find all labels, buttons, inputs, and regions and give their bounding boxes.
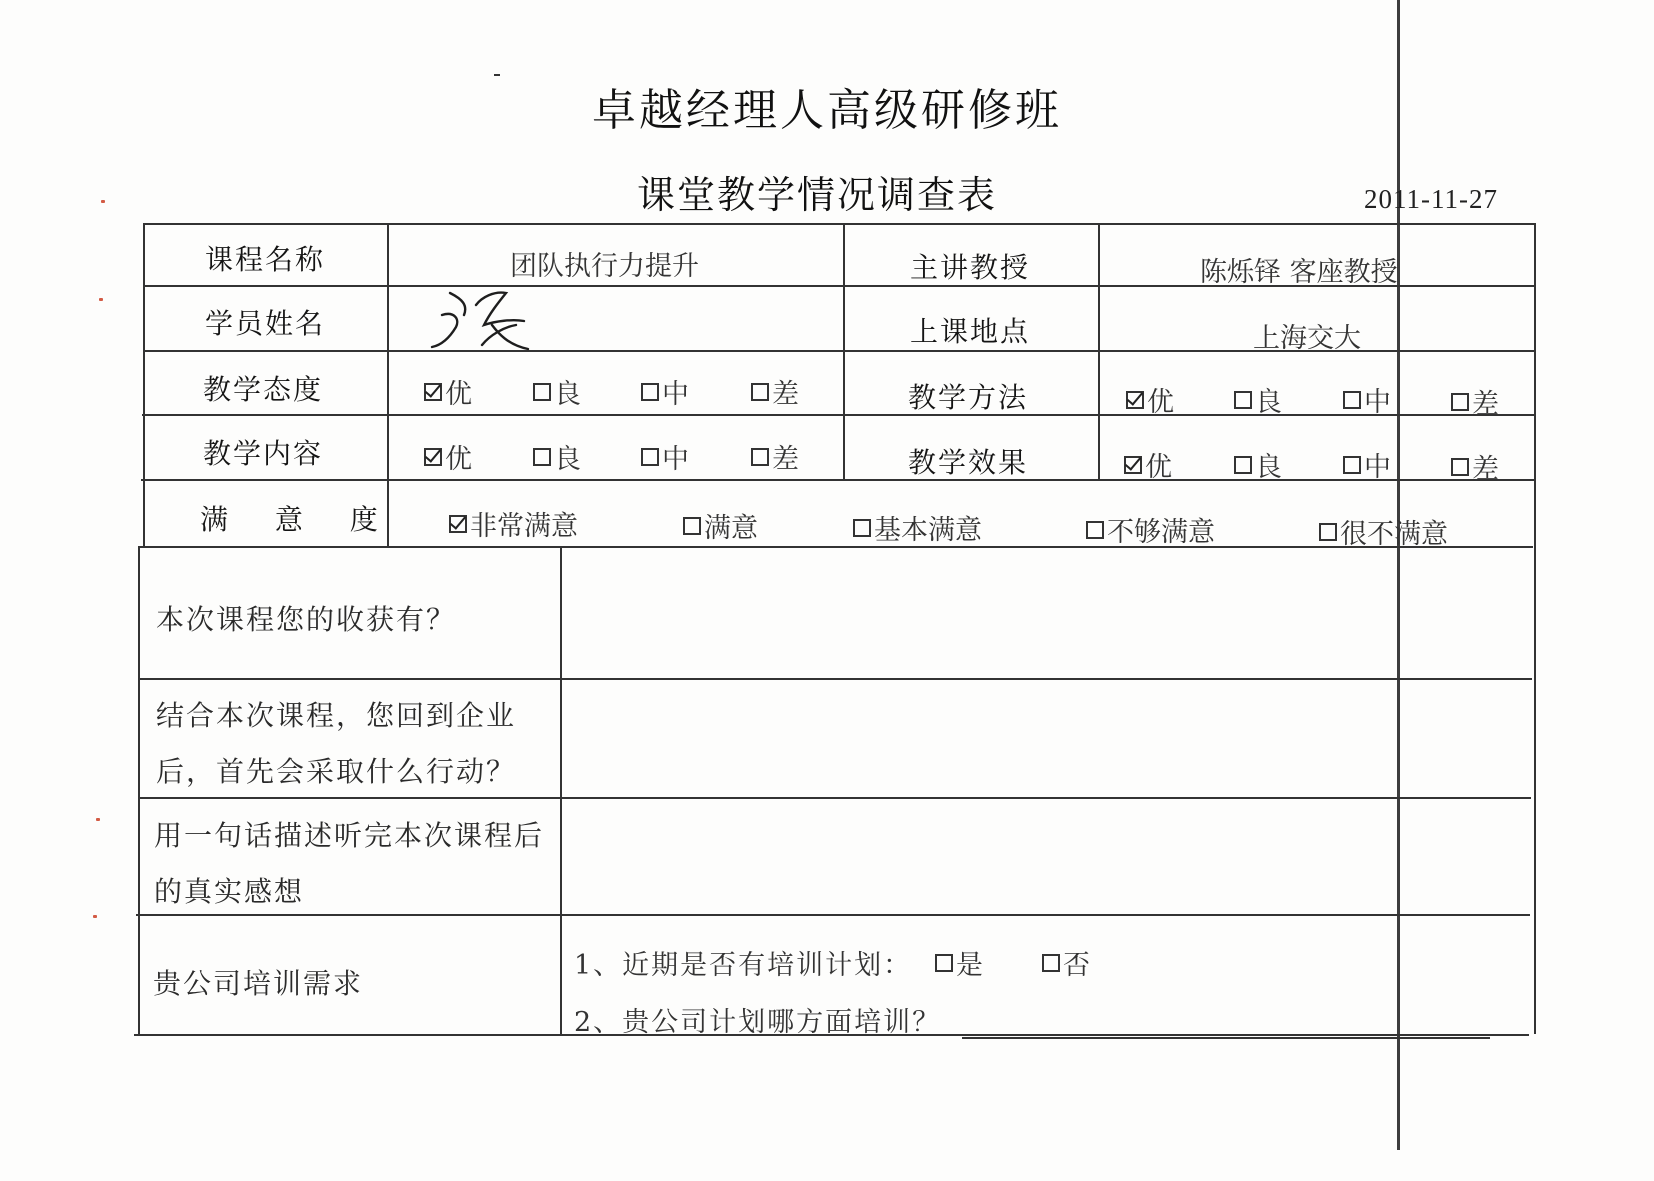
training-area-input[interactable] xyxy=(962,1037,1490,1039)
content-option-good[interactable]: 良 xyxy=(533,437,581,476)
content-option-fair[interactable]: 中 xyxy=(641,437,689,476)
checkbox-icon[interactable] xyxy=(1126,391,1144,409)
checkbox-icon[interactable] xyxy=(683,517,701,535)
question-training-needs: 贵公司培训需求 xyxy=(153,967,364,1000)
question-feeling: 用一句话描述听完本次课程后的真实感想 xyxy=(154,819,545,908)
effect-option-good[interactable]: 良 xyxy=(1234,445,1282,484)
satisfaction-label: 满 意 度 xyxy=(200,503,397,536)
checkbox-icon[interactable] xyxy=(424,448,442,466)
satisfaction-option-very-dissatisfied[interactable]: 很不满意 xyxy=(1319,512,1448,551)
method-option-good[interactable]: 良 xyxy=(1234,380,1282,419)
checkbox-icon[interactable] xyxy=(533,383,551,401)
method-option-excellent[interactable]: 优 xyxy=(1126,380,1174,419)
satisfaction-option-satisfied[interactable]: 满意 xyxy=(683,506,758,545)
checkbox-icon[interactable] xyxy=(1234,391,1252,409)
student-name-label: 学员姓名 xyxy=(205,307,326,340)
venue-value[interactable]: 上海交大 xyxy=(1253,323,1361,354)
handwritten-signature xyxy=(420,275,570,365)
venue-label: 上课地点 xyxy=(910,315,1031,348)
form-subtitle: 课堂教学情况调查表 xyxy=(636,173,997,217)
teaching-content-label: 教学内容 xyxy=(203,437,324,470)
checkbox-icon[interactable] xyxy=(533,448,551,466)
satisfaction-option-very[interactable]: 非常满意 xyxy=(449,504,578,543)
checkbox-icon[interactable] xyxy=(1124,456,1142,474)
lecturer-value[interactable]: 陈烁铎 客座教授 xyxy=(1200,257,1398,288)
answer-gain-area[interactable] xyxy=(563,548,1533,676)
checkbox-icon[interactable] xyxy=(1343,456,1361,474)
teaching-attitude-label: 教学态度 xyxy=(203,373,324,406)
checkbox-icon[interactable] xyxy=(1451,458,1469,476)
course-name-label: 课程名称 xyxy=(205,243,326,276)
answer-feeling-area[interactable] xyxy=(563,799,1533,912)
course-name-value[interactable]: 团队执行力提升 xyxy=(510,251,699,282)
satisfaction-option-basic[interactable]: 基本满意 xyxy=(853,508,982,547)
form-date: 2011-11-27 xyxy=(1364,184,1498,214)
checkbox-icon[interactable] xyxy=(935,954,953,972)
training-area-question: 2、贵公司计划哪方面培训？ xyxy=(574,1007,942,1038)
training-plan-no[interactable]: 否 xyxy=(1042,943,1090,982)
scan-speck xyxy=(99,298,103,301)
method-option-fair[interactable]: 中 xyxy=(1343,380,1391,419)
satisfaction-option-insufficient[interactable]: 不够满意 xyxy=(1086,510,1215,549)
page-title: 卓越经理人高级研修班 xyxy=(592,85,1062,136)
checkbox-icon[interactable] xyxy=(1343,391,1361,409)
attitude-option-good[interactable]: 良 xyxy=(533,372,581,411)
scan-speck xyxy=(93,915,97,918)
effect-option-poor[interactable]: 差 xyxy=(1451,447,1499,486)
effect-option-fair[interactable]: 中 xyxy=(1343,445,1391,484)
checkbox-icon[interactable] xyxy=(449,515,467,533)
checkbox-icon[interactable] xyxy=(853,519,871,537)
checkbox-icon[interactable] xyxy=(751,383,769,401)
answer-action-area[interactable] xyxy=(563,680,1533,795)
checkbox-icon[interactable] xyxy=(1234,456,1252,474)
checkbox-icon[interactable] xyxy=(424,383,442,401)
content-option-excellent[interactable]: 优 xyxy=(424,437,472,476)
attitude-option-fair[interactable]: 中 xyxy=(641,372,689,411)
checkbox-icon[interactable] xyxy=(641,383,659,401)
question-gain: 本次课程您的收获有？ xyxy=(156,603,457,636)
training-plan-question: 1、近期是否有培训计划： xyxy=(574,950,913,981)
question-action: 结合本次课程，您回到企业后，首先会采取什么行动？ xyxy=(156,699,517,788)
teaching-effect-label: 教学效果 xyxy=(908,446,1029,479)
teaching-method-label: 教学方法 xyxy=(908,381,1029,414)
checkbox-icon[interactable] xyxy=(751,448,769,466)
checkbox-icon[interactable] xyxy=(1451,393,1469,411)
lecturer-label: 主讲教授 xyxy=(910,251,1031,284)
scan-speck xyxy=(96,818,100,821)
method-option-poor[interactable]: 差 xyxy=(1451,382,1499,421)
attitude-option-poor[interactable]: 差 xyxy=(751,372,799,411)
content-option-poor[interactable]: 差 xyxy=(751,437,799,476)
checkbox-icon[interactable] xyxy=(1319,523,1337,541)
checkbox-icon[interactable] xyxy=(641,448,659,466)
effect-option-excellent[interactable]: 优 xyxy=(1124,445,1172,484)
training-plan-yes[interactable]: 是 xyxy=(935,943,983,982)
attitude-option-excellent[interactable]: 优 xyxy=(424,372,472,411)
checkbox-icon[interactable] xyxy=(1042,954,1060,972)
checkbox-icon[interactable] xyxy=(1086,521,1104,539)
